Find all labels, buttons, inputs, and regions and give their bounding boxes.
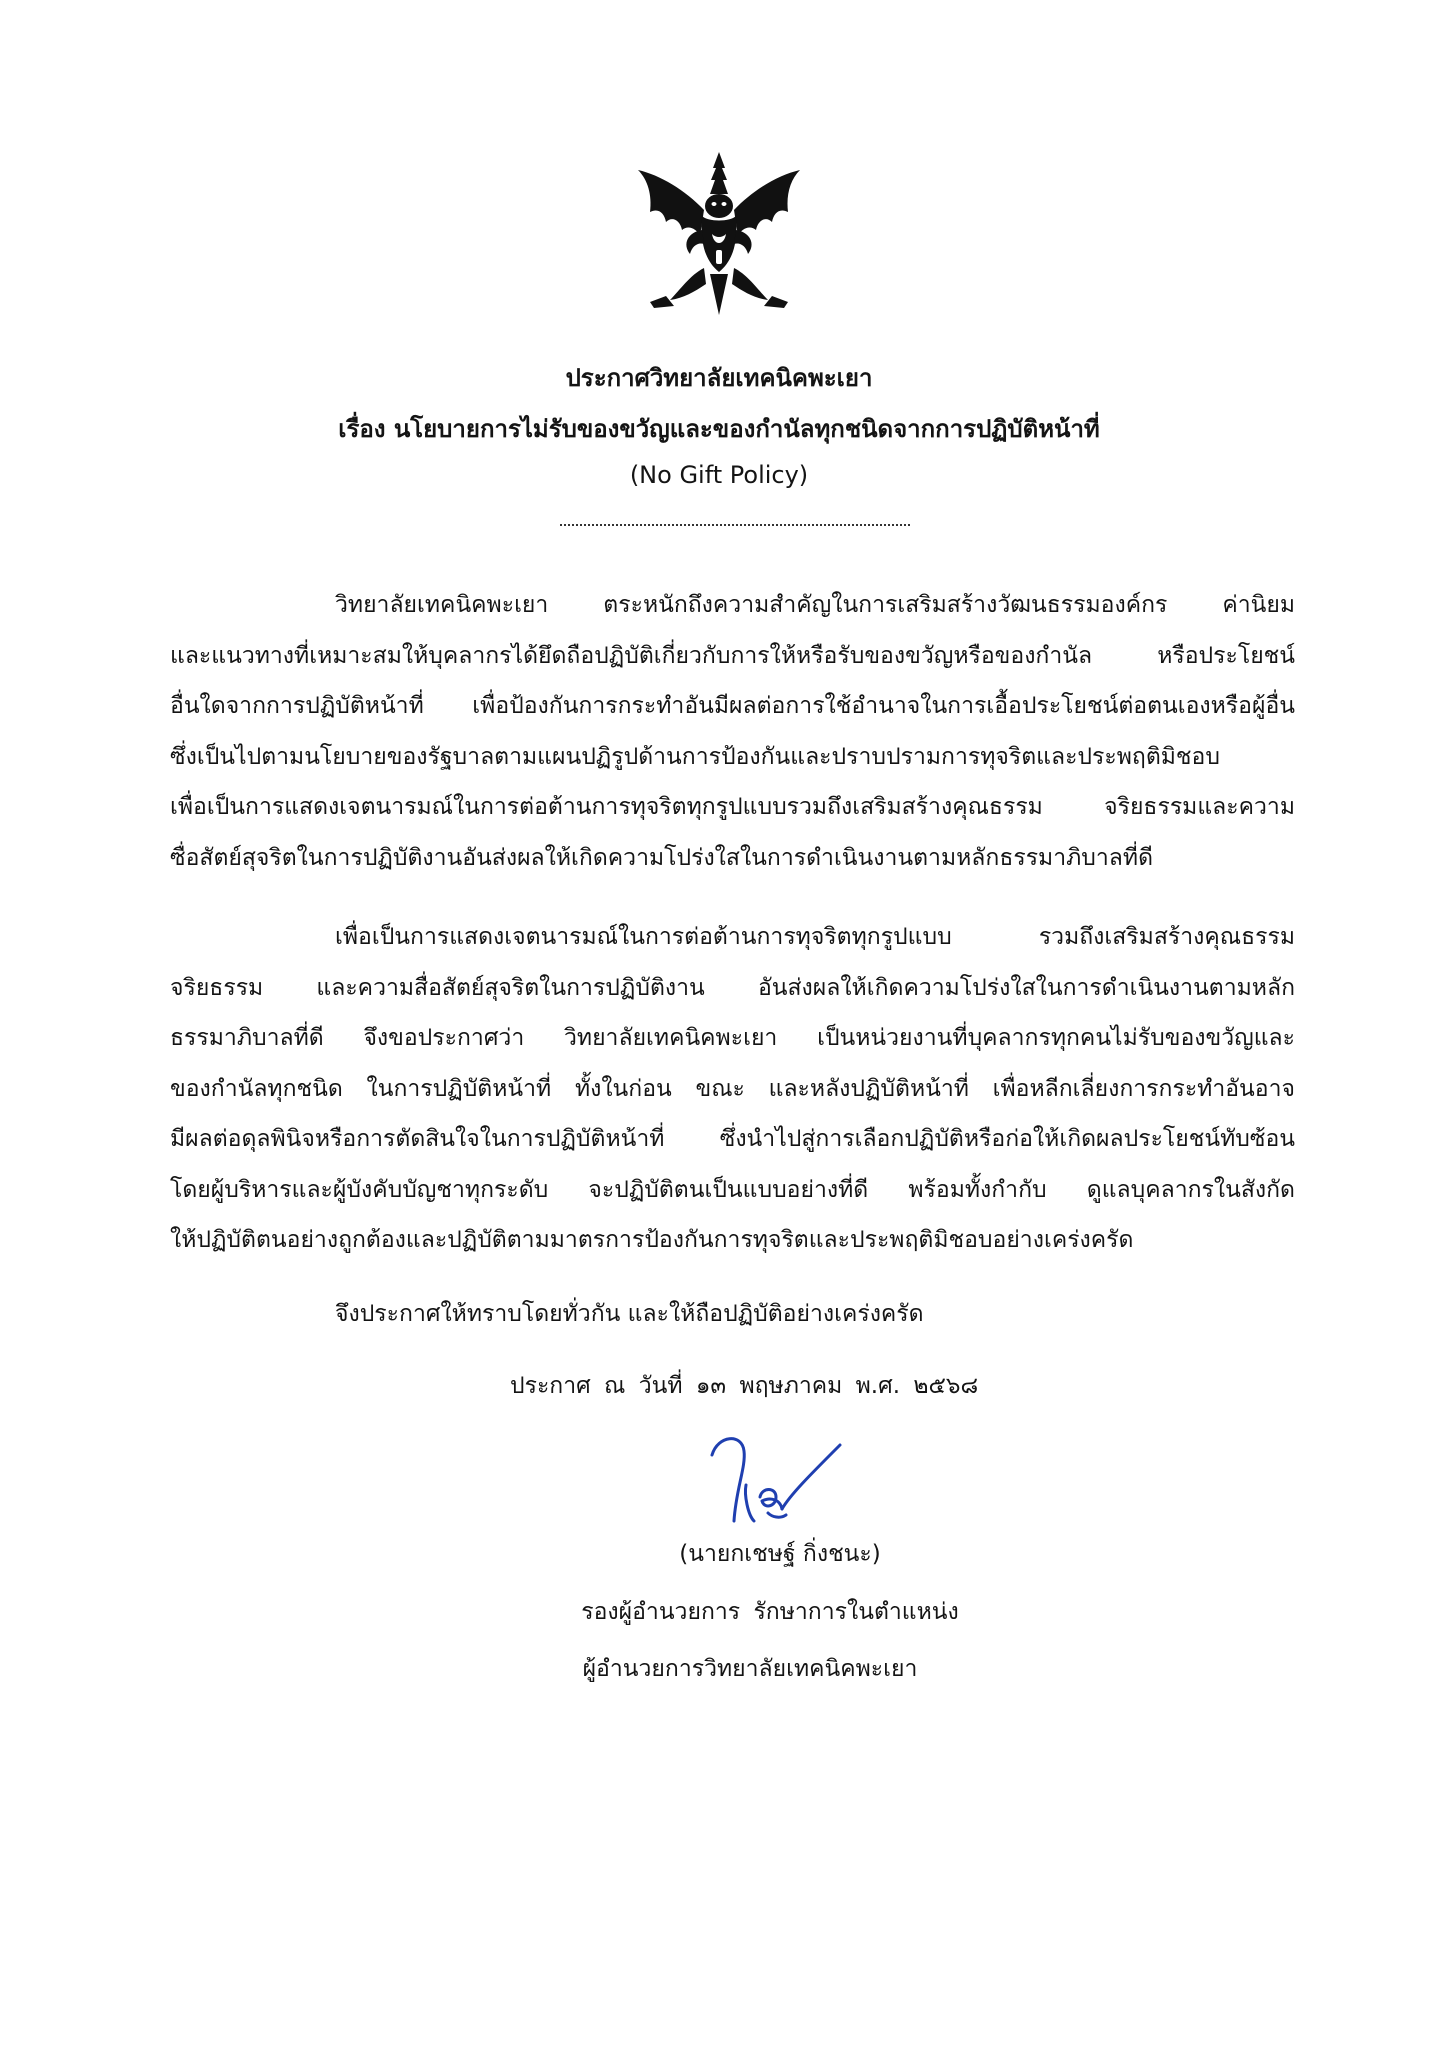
paragraph-line: อื่นใดจากการปฏิบัติหน้าที่ เพื่อป้องกันการกระทำอันมีผลต่อการใช้อำนาจในการเอื้อประโยชน์ต่อตนเองหรือผู้อื่น bbox=[170, 693, 1295, 719]
paragraph-line: และแนวทางที่เหมาะสมให้บุคลากรได้ยึดถือปฏิบัติเกี่ยวกับการให้หรือรับของขวัญหรือของกำนัล หรือประโยชน์ bbox=[170, 642, 1295, 669]
paragraph-line: ของกำนัลทุกชนิด ในการปฏิบัติหน้าที่ ทั้งในก่อน ขณะ และหลังปฏิบัติหน้าที่ เพื่อหลีกเลี่ยงการกระทำอันอาจ bbox=[170, 1075, 1295, 1102]
paragraph-line: มีผลต่อดุลพินิจหรือการตัดสินใจในการปฏิบัติหน้าที่ ซึ่งนำไปสู่การเลือกปฏิบัติหรือก่อให้เกิดผลประโยชน์ทับซ้อน bbox=[170, 1126, 1295, 1152]
paragraph-line: โดยผู้บริหารและผู้บังคับบัญชาทุกระดับ จะปฏิบัติตนเป็นแบบอย่างที่ดี พร้อมทั้งกำกับ ดูแลบุคลากรในสังกัด bbox=[170, 1176, 1295, 1203]
paragraph-line: เพื่อเป็นการแสดงเจตนารมณ์ในการต่อต้านการทุจริตทุกรูปแบบ รวมถึงเสริมสร้างคุณธรรม bbox=[335, 924, 1295, 950]
signatory-name: (นายกเชษฐ์ กิ่งชนะ) bbox=[679, 1541, 881, 1567]
handwritten-signature-icon bbox=[690, 1425, 860, 1535]
paragraph-line: ซึ่งเป็นไปตามนโยบายของรัฐบาลตามแผนปฏิรูปด้านการป้องกันและปราบปรามการทุจริตและประพฤติมิชอบ bbox=[170, 743, 1220, 770]
signatory-position: รองผู้อำนวยการ รักษาการในตำแหน่ง bbox=[581, 1599, 959, 1625]
paragraph-line: จริยธรรม และความสื่อสัตย์สุจริตในการปฏิบัติงาน อันส่งผลให้เกิดความโปร่งใสในการดำเนินงานตามหลัก bbox=[170, 974, 1295, 1001]
garuda-emblem-icon bbox=[630, 150, 808, 325]
signatory-organization: ผู้อำนวยการวิทยาลัยเทคนิคพะเยา bbox=[582, 1656, 918, 1682]
page-title: ประกาศวิทยาลัยเทคนิคพะเยา bbox=[565, 364, 873, 392]
announcement-date: ประกาศ ณ วันที่ ๑๓ พฤษภาคม พ.ศ. ๒๕๖๘ bbox=[510, 1373, 979, 1399]
paragraph-line: ให้ปฏิบัติตนอย่างถูกต้องและปฏิบัติตามมาตรการป้องกันการทุจริตและประพฤติมิชอบอย่างเคร่งครัด bbox=[170, 1227, 1134, 1253]
dotted-divider bbox=[560, 524, 910, 526]
paragraph-line: ซื่อสัตย์สุจริตในการปฏิบัติงานอันส่งผลให้เกิดความโปร่งใสในการดำเนินงานตามหลักธรรมาภิบาลที่ดี bbox=[170, 844, 1154, 871]
paragraph-line: เพื่อเป็นการแสดงเจตนารมณ์ในการต่อต้านการทุจริตทุกรูปแบบรวมถึงเสริมสร้างคุณธรรม จริยธรรมและความ bbox=[170, 794, 1295, 820]
paragraph-1 bbox=[170, 580, 1295, 883]
announcement-subject: เรื่อง นโยบายการไม่รับของขวัญและของกำนัลทุกชนิดจากการปฏิบัติหน้าที่ bbox=[338, 415, 1100, 443]
paragraph-line: วิทยาลัยเทคนิคพะเยา ตระหนักถึงความสำคัญในการเสริมสร้างวัฒนธรรมองค์กร ค่านิยม bbox=[335, 592, 1295, 618]
paragraph-2 bbox=[170, 912, 1295, 1266]
closing-statement: จึงประกาศให้ทราบโดยทั่วกัน และให้ถือปฏิบัติอย่างเคร่งครัด bbox=[335, 1301, 924, 1327]
paragraph-line: ธรรมาภิบาลที่ดี จึงขอประกาศว่า วิทยาลัยเทคนิคพะเยา เป็นหน่วยงานที่บุคลากรทุกคนไม่รับของขวัญและ bbox=[170, 1025, 1295, 1051]
announcement-subject-english: (No Gift Policy) bbox=[629, 461, 809, 489]
